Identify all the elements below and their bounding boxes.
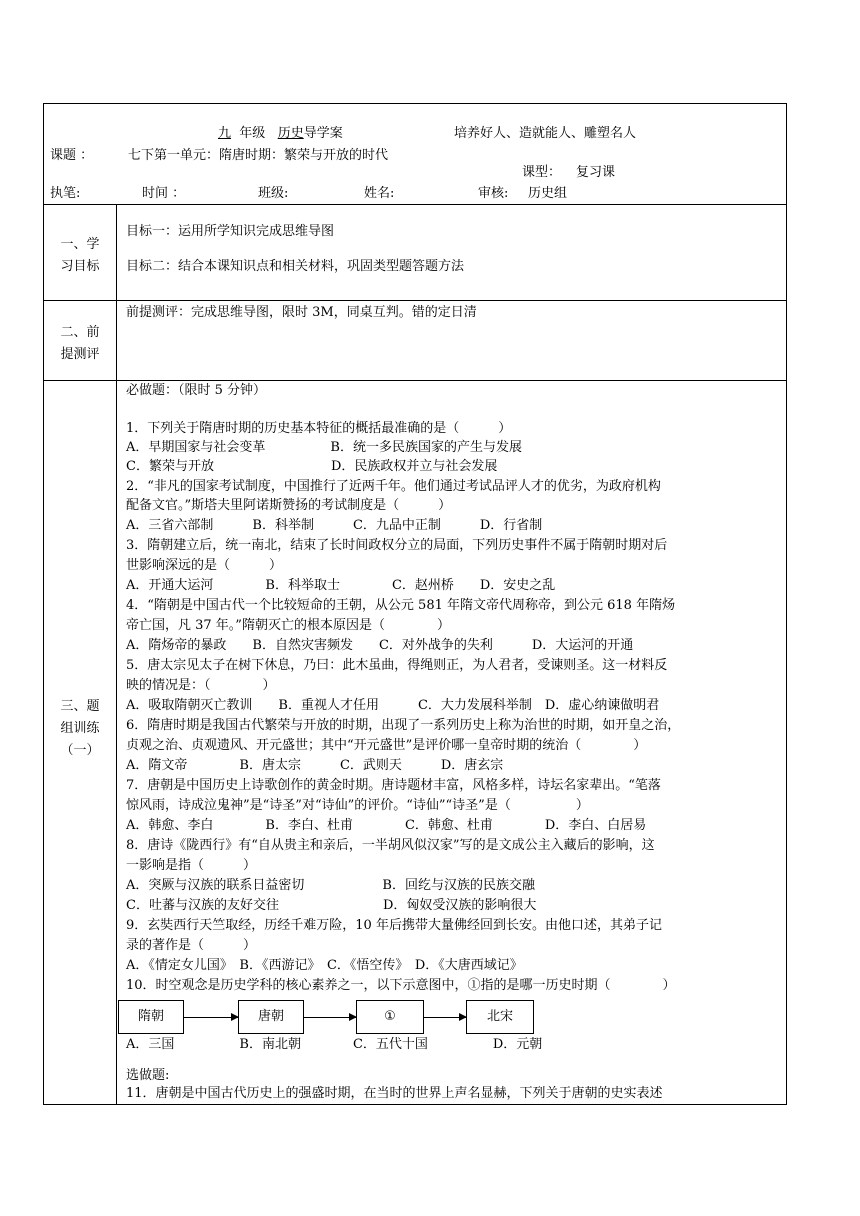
question-line: A．开通大运河 B．科举取士 C．赵州桥 D．安史之乱 xyxy=(126,578,556,593)
pretest-label-line: 二、前 xyxy=(60,325,100,340)
question-line: A．吸取隋朝灭亡教训 B．重视人才任用 C．大力发展科举制 D．虚心纳谏做明君 xyxy=(126,698,660,713)
topic: 七下第一单元：隋唐时期：繁荣与开放的时代 xyxy=(128,148,389,163)
timeline-box-unknown: ① xyxy=(356,1000,424,1034)
lesson-type: 复习课 xyxy=(576,165,616,180)
question-line: A．《情定女儿国》 B．《西游记》 C．《悟空传》 D．《大唐西域记》 xyxy=(126,958,523,973)
question-11: 11．唐朝是中国古代历史上的强盛时期，在当时的世界上声名显赫，下列关于唐朝的史实表述 xyxy=(126,1086,663,1101)
q10-options: A．三国 B．南北朝 C．五代十国 D．元朝 xyxy=(126,1037,543,1052)
question-line: 世影响深远的是（ ） xyxy=(126,558,283,573)
doc-type: 导学案 xyxy=(303,126,343,141)
pretest-label-line: 提测评 xyxy=(60,347,100,362)
goals-label-line: 一、学 xyxy=(60,237,100,252)
question-line: A．韩愈、李白 B．李白、杜甫 C．韩愈、杜甫 D．李白、白居易 xyxy=(126,818,647,833)
goals-label-line: 习目标 xyxy=(60,259,100,274)
goal-1: 目标一：运用所学知识完成思维导图 xyxy=(126,224,335,239)
question-line: C．吐蕃与汉族的友好交往 D．匈奴受汉族的影响很大 xyxy=(126,898,537,913)
timeline-box-tang: 唐朝 xyxy=(238,1000,304,1034)
question-line: 配备文官。”斯塔夫里阿诺斯赞扬的考试制度是（ ） xyxy=(126,498,452,513)
question-line: 帝亡国，凡 37 年。”隋朝灭亡的根本原因是（ ） xyxy=(126,618,450,633)
practice-label-line: （一） xyxy=(60,743,100,758)
row-divider xyxy=(44,204,786,205)
question-line: 9．玄奘西行天竺取经，历经千难万险，10 年后携带大量佛经回到长安。由他口述，其弟子记 xyxy=(126,918,662,933)
motto: 培养好人、造就能人、雕塑名人 xyxy=(454,126,637,141)
question-line: A．隋炀帝的暴政 B．自然灾害频发 C．对外战争的失利 D．大运河的开通 xyxy=(126,638,634,653)
question-line: A．早期国家与社会变革 B．统一多民族国家的产生与发展 xyxy=(126,440,522,455)
timeline-box-northern-song: 北宋 xyxy=(466,1000,534,1034)
review-label: 审核: xyxy=(478,186,509,201)
reviewer: 历史组 xyxy=(528,186,568,201)
question-line: 6．隋唐时期是我国古代繁荣与开放的时期，出现了一系列历史上称为治世的时期，如开皇之治， xyxy=(126,718,681,733)
timeline-arrow xyxy=(184,1017,238,1018)
question-line: 7．唐朝是中国历史上诗歌创作的黄金时期。唐诗题材丰富，风格多样，诗坛名家辈出。“笔落 xyxy=(126,778,661,793)
timeline-box-sui: 隋朝 xyxy=(118,1000,184,1034)
optional-title: 选做题: xyxy=(126,1068,170,1083)
goal-2: 目标二：结合本课知识点和相关材料，巩固类型题答题方法 xyxy=(126,259,465,274)
grade-suffix: 年级 xyxy=(239,126,266,141)
column-divider xyxy=(116,204,117,1104)
pretest-label xyxy=(44,322,116,366)
grade: 九 xyxy=(218,126,232,141)
time-label: 时间 ： xyxy=(142,186,186,201)
author-label: 执笔: xyxy=(50,186,81,201)
question-line: 1．下列关于隋唐时期的历史基本特征的概括最准确的是（ ） xyxy=(126,421,512,436)
worksheet-table xyxy=(43,103,787,1105)
question-line: C．繁荣与开放 D．民族政权并立与社会发展 xyxy=(126,459,498,474)
question-line: 3．隋朝建立后，统一南北，结束了长时间政权分立的局面，下列历史事件不属于隋朝时期对后 xyxy=(126,538,668,553)
question-line: 录的著作是（ ） xyxy=(126,938,257,953)
name-label: 姓名: xyxy=(364,186,395,201)
question-line: 10．时空观念是历史学科的核心素养之一，以下示意图中，①指的是哪一历史时期（ ） xyxy=(126,978,676,993)
timeline-arrow xyxy=(424,1017,466,1018)
timeline-arrow xyxy=(304,1017,356,1018)
question-line: 贞观之治、贞观遗风、开元盛世；其中“开元盛世”是评价哪一皇帝时期的统治（ ） xyxy=(126,738,647,753)
goals-label xyxy=(44,234,116,278)
row-divider xyxy=(44,380,786,381)
lesson-type-label: 课型： xyxy=(522,165,562,180)
practice-label-line: 三、题 xyxy=(60,699,100,714)
question-line: A．隋文帝 B．唐太宗 C．武则天 D．唐玄宗 xyxy=(126,758,504,773)
question-line: 5．唐太宗见太子在树下休息，乃曰：此木虽曲，得绳则正，为人君者，受谏则圣。这一材料反 xyxy=(126,658,668,673)
subject: 历史 xyxy=(277,126,304,141)
header-title-line xyxy=(218,126,343,142)
practice-label xyxy=(44,696,116,762)
pretest-text: 前提测评：完成思维导图，限时 3M，同桌互判。错的定日清 xyxy=(126,305,477,320)
question-line: 一影响是指（ ） xyxy=(126,858,257,873)
required-title: 必做题：（限时 5 分钟） xyxy=(126,383,267,398)
question-line: 2．“非凡的国家考试制度，中国推行了近两千年。他们通过考试品评人才的优劣，为政府机构 xyxy=(126,479,661,494)
question-line: 8．唐诗《陇西行》有“自从贵主和亲后，一半胡风似汉家”写的是文成公主入藏后的影响，这 xyxy=(126,838,655,853)
practice-label-line: 组训练 xyxy=(60,721,100,736)
question-line: 惊风雨，诗成泣鬼神”是“诗圣”对“诗仙”的评价。“诗仙”“诗圣”是（ ） xyxy=(126,798,589,813)
question-line: A．三省六部制 B．科举制 C．九品中正制 D．行省制 xyxy=(126,518,543,533)
question-line: 映的情况是：（ ） xyxy=(126,678,276,693)
question-line: 4．“隋朝是中国古代一个比较短命的王朝，从公元 581 年隋文帝代周称帝，到公元 618 年隋炀 xyxy=(126,598,676,613)
class-label: 班级: xyxy=(258,186,289,201)
topic-label: 课题 ： xyxy=(50,148,94,163)
row-divider xyxy=(44,300,786,301)
question-line: A．突厥与汉族的联系日益密切 B．回纥与汉族的民族交融 xyxy=(126,878,535,893)
